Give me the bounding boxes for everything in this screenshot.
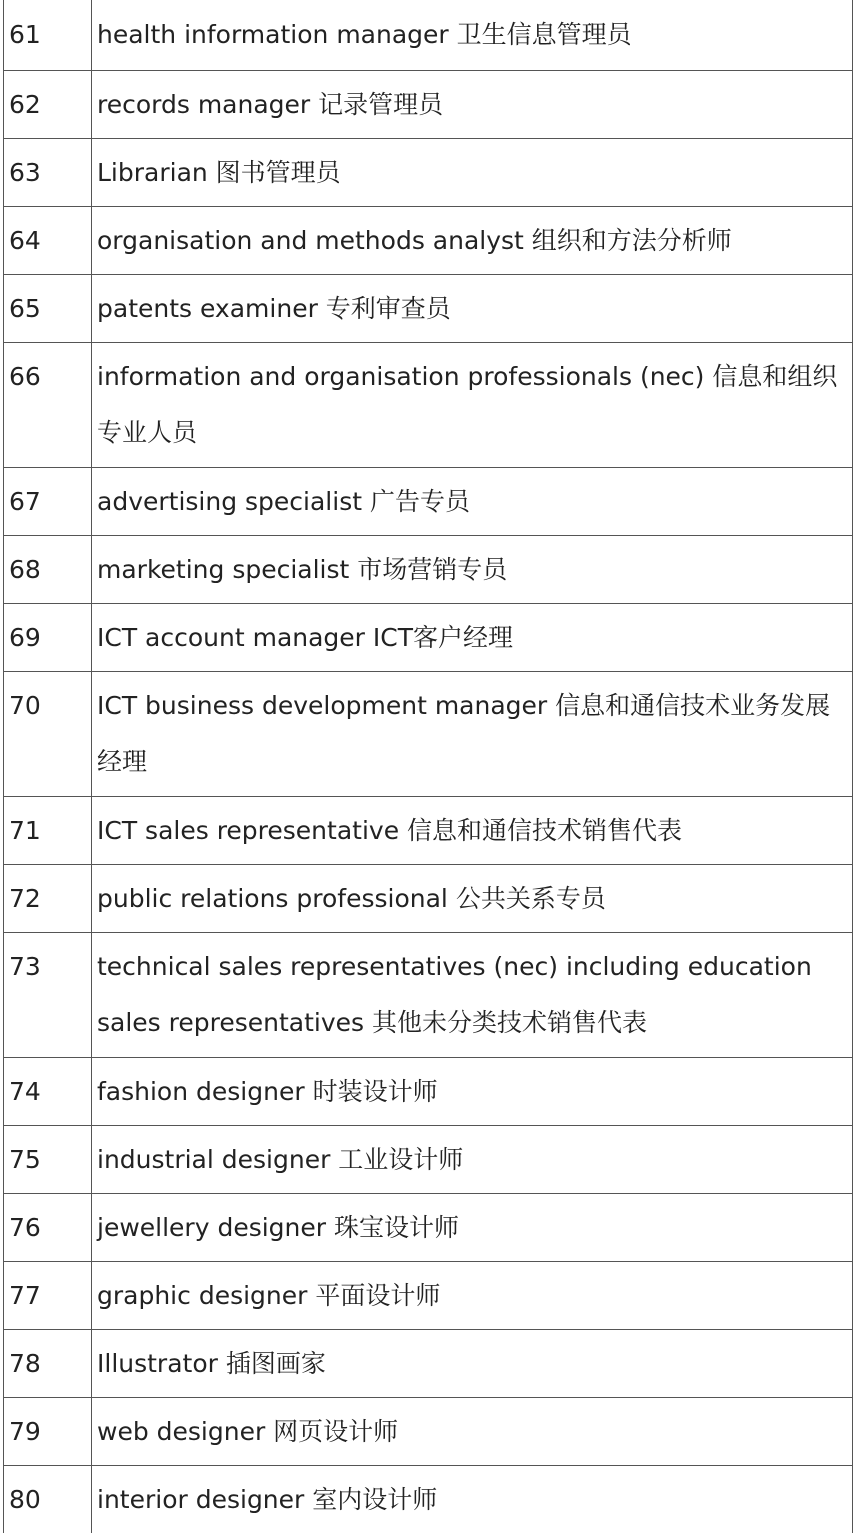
occupation-title-cell: ICT business development manager 信息和通信技术业务发展经理 [92,672,853,797]
table-row [4,275,853,343]
occupation-title-cell: organisation and methods analyst 组织和方法分析师 [92,207,853,275]
table-row [4,207,853,275]
occupation-title-cell: public relations professional 公共关系专员 [92,865,853,933]
row-number-cell: 65 [4,275,92,343]
table-row [4,343,853,468]
occupation-title-cell: patents examiner 专利审查员 [92,275,853,343]
table-row [4,797,853,865]
row-number-cell: 68 [4,536,92,604]
occupation-title-cell: marketing specialist 市场营销专员 [92,536,853,604]
occupation-title-cell: industrial designer 工业设计师 [92,1126,853,1194]
row-number-cell: 61 [4,0,92,71]
row-number-cell: 79 [4,1398,92,1466]
table-row [4,672,853,797]
occupation-title-cell: Illustrator 插图画家 [92,1330,853,1398]
table-row [4,604,853,672]
table-row [4,865,853,933]
table-row [4,0,853,71]
occupation-title-cell: fashion designer 时装设计师 [92,1058,853,1126]
table-row [4,1330,853,1398]
row-number-cell: 74 [4,1058,92,1126]
occupation-table [3,0,853,1533]
occupation-title-cell: technical sales representatives (nec) including education sales representatives 其他未分类技术销售代表 [92,933,853,1058]
table-row [4,71,853,139]
row-number-cell: 62 [4,71,92,139]
table-row [4,1262,853,1330]
table-row [4,1126,853,1194]
occupation-title-cell: web designer 网页设计师 [92,1398,853,1466]
row-number-cell: 73 [4,933,92,1058]
occupation-title-cell: advertising specialist 广告专员 [92,468,853,536]
occupation-title-cell: information and organisation professionals (nec) 信息和组织专业人员 [92,343,853,468]
row-number-cell: 71 [4,797,92,865]
table-row [4,1194,853,1262]
occupation-title-cell: Librarian 图书管理员 [92,139,853,207]
row-number-cell: 76 [4,1194,92,1262]
row-number-cell: 80 [4,1466,92,1533]
occupation-title-cell: graphic designer 平面设计师 [92,1262,853,1330]
table-row [4,1058,853,1126]
occupation-title-cell: ICT account manager ICT客户经理 [92,604,853,672]
occupation-title-cell: records manager 记录管理员 [92,71,853,139]
row-number-cell: 78 [4,1330,92,1398]
occupation-title-cell: jewellery designer 珠宝设计师 [92,1194,853,1262]
table-row [4,139,853,207]
row-number-cell: 70 [4,672,92,797]
row-number-cell: 69 [4,604,92,672]
table-row [4,468,853,536]
occupation-title-cell: ICT sales representative 信息和通信技术销售代表 [92,797,853,865]
table-row [4,536,853,604]
row-number-cell: 64 [4,207,92,275]
row-number-cell: 66 [4,343,92,468]
occupation-table-body [4,0,853,1533]
table-row [4,933,853,1058]
table-row [4,1466,853,1533]
row-number-cell: 67 [4,468,92,536]
row-number-cell: 75 [4,1126,92,1194]
occupation-table-container [3,0,853,1533]
occupation-title-cell: interior designer 室内设计师 [92,1466,853,1533]
row-number-cell: 77 [4,1262,92,1330]
occupation-title-cell: health information manager 卫生信息管理员 [92,0,853,71]
table-row [4,1398,853,1466]
row-number-cell: 63 [4,139,92,207]
row-number-cell: 72 [4,865,92,933]
